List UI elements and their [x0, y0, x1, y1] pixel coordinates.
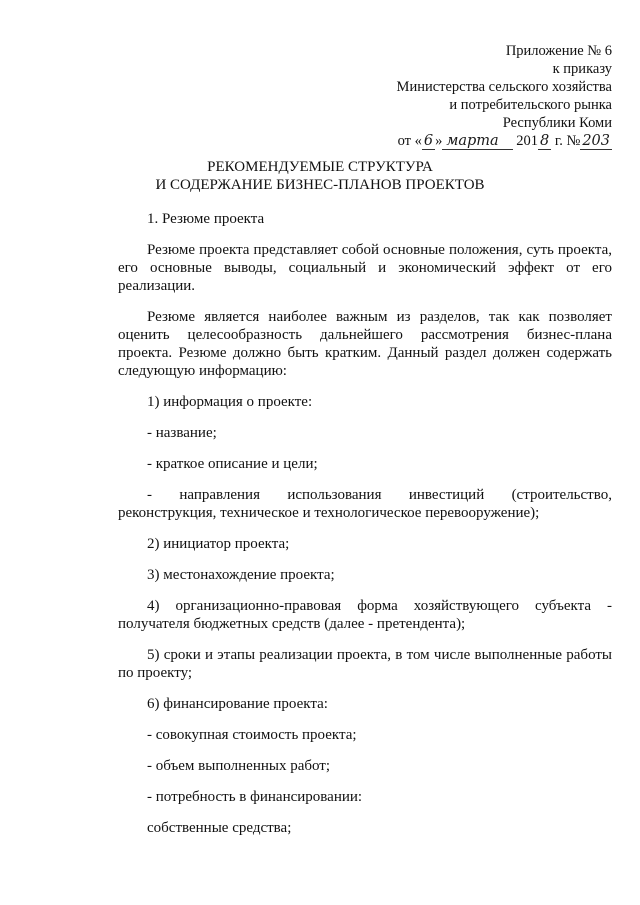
appendix-order-ref: к приказу [552, 61, 612, 77]
appendix-republic: Республики Коми [502, 115, 612, 131]
handwritten-number: 203 [582, 133, 610, 149]
appendix-number: Приложение № 6 [505, 43, 612, 59]
list-item: - направления использования инвестиций (строительство, [147, 487, 612, 503]
list-item: 6) финансирование проекта: [147, 696, 328, 712]
number-prefix: г. № [551, 133, 581, 149]
appendix-ministry: Министерства сельского хозяйства [396, 79, 612, 95]
date-mid: » [435, 133, 443, 149]
paragraph: Резюме является наиболее важным из разделов, так как позволяет оценить целесообразность дальнейшего рассмотрения бизнес-плана проекта. Резюме должно быть кратким. Данный раздел должен содержать следующую информацию: [118, 309, 612, 379]
list-item: - совокупная стоимость проекта; [147, 727, 357, 743]
appendix-ministry-cont: и потребительского рынка [449, 97, 612, 113]
document-title [0, 158, 640, 194]
handwritten-month: марта [442, 133, 512, 150]
list-item: 4) организационно-правовая форма хозяйствующего субъекта - получателя бюджетных средств (далее - претендента); [118, 598, 612, 632]
date-prefix: от « [397, 133, 422, 149]
section-heading: 1. Резюме проекта [147, 211, 265, 227]
list-item: 5) сроки и этапы реализации проекта, в том числе выполненные работы по проекту; [118, 647, 612, 681]
list-item: собственные средства; [147, 820, 292, 836]
title-line-2: И СОДЕРЖАНИЕ БИЗНЕС-ПЛАНОВ ПРОЕКТОВ [155, 177, 485, 193]
appendix-header [397, 42, 612, 150]
year-prefix: 201 [516, 133, 539, 149]
handwritten-day: 6 [423, 133, 434, 149]
list-item: 3) местонахождение проекта; [147, 567, 335, 583]
title-line-1: РЕКОМЕНДУЕМЫЕ СТРУКТУРА [207, 159, 433, 175]
list-item-continuation: реконструкция, техническое и технологическое перевооружение); [118, 505, 540, 521]
list-item: 2) инициатор проекта; [147, 536, 290, 552]
appendix-date-line [397, 132, 612, 150]
document-body [118, 210, 612, 837]
handwritten-year-digit: 8 [540, 133, 550, 149]
paragraph: Резюме проекта представляет собой основные положения, суть проекта, его основные выводы, социальный и экономический эффект от его реализации. [118, 242, 612, 294]
list-item: - потребность в финансировании: [147, 789, 363, 805]
list-item: - объем выполненных работ; [147, 758, 331, 774]
list-item: - название; [147, 425, 217, 441]
list-item: 1) информация о проекте: [147, 394, 313, 410]
list-item: - краткое описание и цели; [147, 456, 318, 472]
